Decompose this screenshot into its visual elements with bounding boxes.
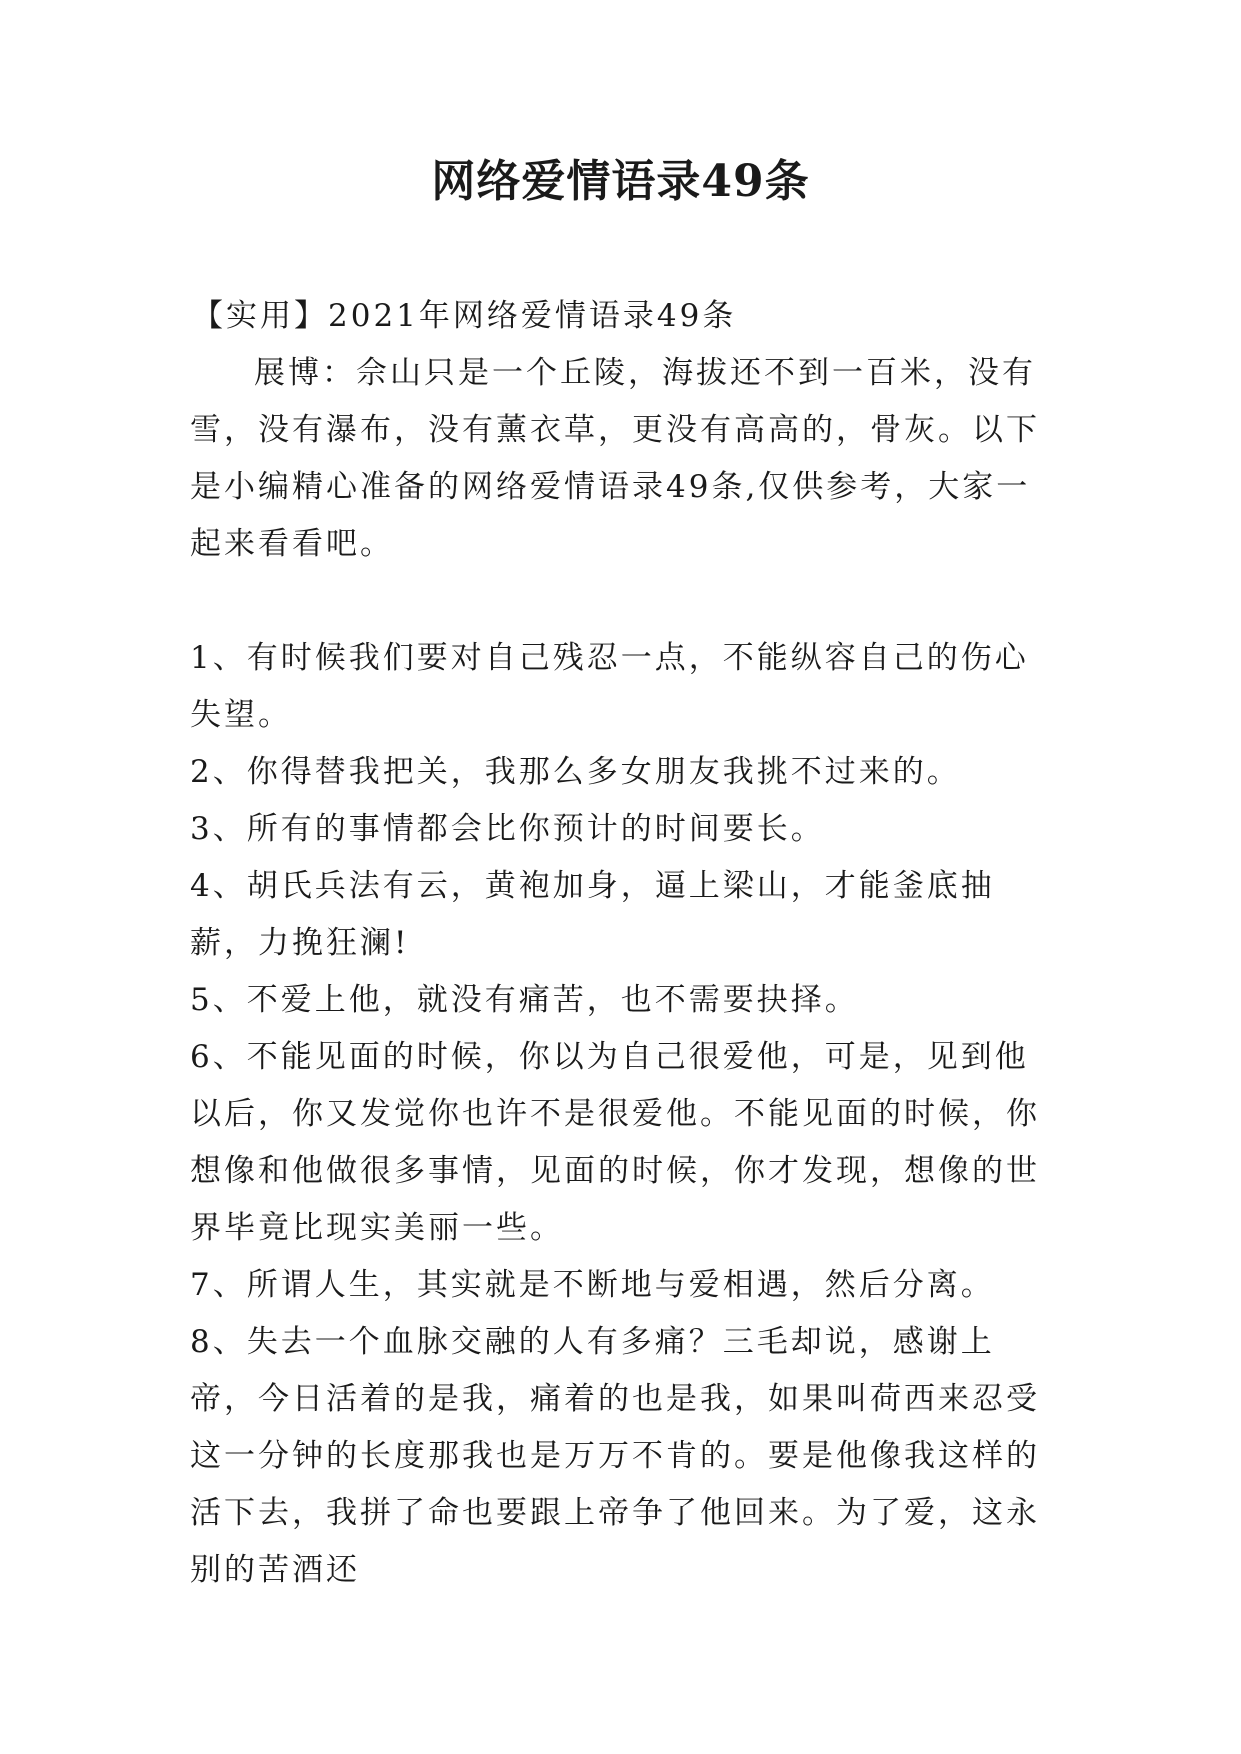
document-body (190, 288, 1050, 1599)
list-item: 4、胡氏兵法有云，黄袍加身，逼上梁山，才能釜底抽薪，力挽狂澜! (190, 868, 995, 961)
list-item: 1、有时候我们要对自己残忍一点，不能纵容自己的伤心失望。 (190, 640, 1029, 733)
list-item: 3、所有的事情都会比你预计的时间要长。 (190, 811, 825, 847)
list-item: 5、不爱上他，就没有痛苦，也不需要抉择。 (190, 982, 859, 1018)
intro-paragraph: 展博：佘山只是一个丘陵，海拔还不到一百米，没有雪，没有瀑布，没有薰衣草，更没有高高的，骨灰。以下是小编精心准备的网络爱情语录49条,仅供参考，大家一起来看看吧。 (190, 355, 1040, 562)
document-subtitle: 【实用】2021年网络爱情语录49条 (192, 298, 737, 334)
list-item: 2、你得替我把关，我那么多女朋友我挑不过来的。 (190, 754, 961, 790)
list-item: 6、不能见面的时候，你以为自己很爱他，可是，见到他以后，你又发觉你也许不是很爱他。不能见面的时候，你想像和他做很多事情，见面的时候，你才发现，想像的世界毕竟比现实美丽一些。 (190, 1039, 1040, 1246)
list-item: 8、失去一个血脉交融的人有多痛？三毛却说，感谢上帝，今日活着的是我，痛着的也是我，如果叫荷西来忍受这一分钟的长度那我也是万万不肯的。要是他像我这样的活下去，我拼了命也要跟上帝争了他回来。为了爱，这永别的苦酒还 (190, 1324, 1040, 1588)
document-title: 网络爱情语录49条 (431, 156, 810, 207)
list-item: 7、所谓人生，其实就是不断地与爱相遇，然后分离。 (190, 1267, 995, 1303)
paragraph-spacer (190, 573, 1050, 630)
